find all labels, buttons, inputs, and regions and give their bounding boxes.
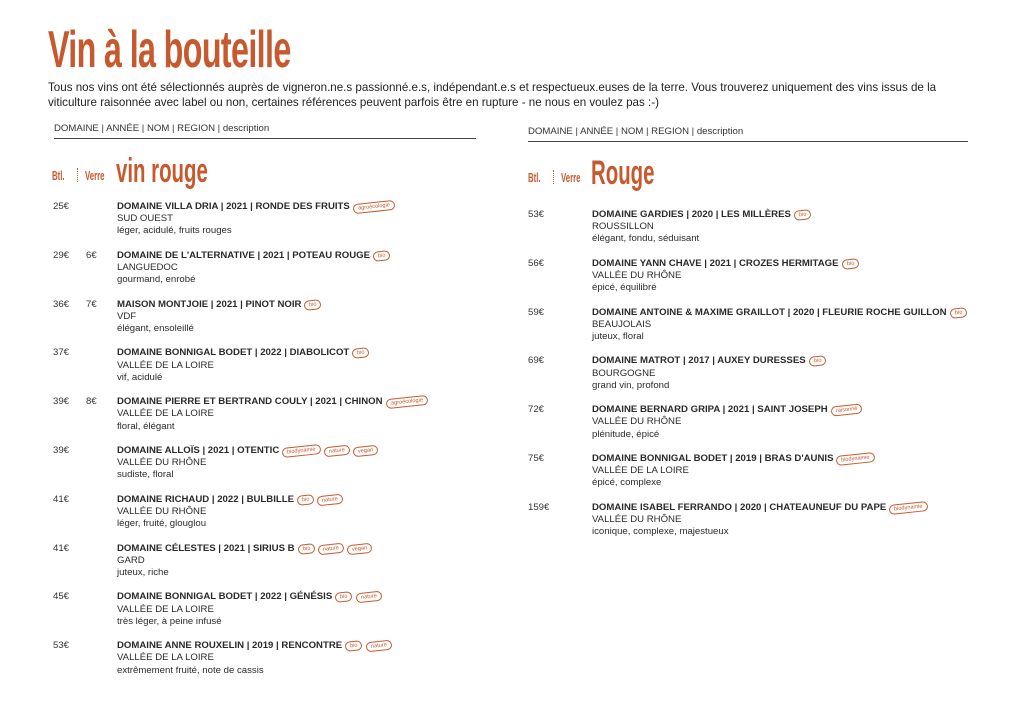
wine-region: VALLÉE DE LA LOIRE — [117, 603, 214, 615]
wine-name-line — [117, 494, 497, 506]
wine-description: léger, acidulé, fruits rouges — [117, 225, 232, 237]
wine-region: VALLÉE DU RHÔNE — [592, 270, 682, 281]
wine-description: grand vin, profond — [592, 379, 670, 391]
wine-name: DOMAINE CÉLESTES | 2021 | SIRIUS B — [117, 542, 295, 554]
wine-region: GARD — [117, 554, 145, 566]
heading-separator — [77, 168, 78, 182]
label-badge: bio — [297, 543, 315, 555]
bottle-price: 25€ — [53, 201, 70, 212]
label-badge: vegan — [346, 542, 372, 555]
wine-name: DOMAINE ANTOINE & MAXIME GRAILLOT | 2020 | FLEURIE ROCHE GUILLON — [592, 306, 947, 318]
wine-details — [117, 494, 497, 531]
wine-region: VALLÉE DE LA LOIRE — [117, 652, 214, 664]
wine-name-line — [592, 355, 972, 367]
wine-name: DOMAINE BONNIGAL BODET | 2022 | DIABOLICOT — [117, 347, 350, 359]
wine-description: épicé, complexe — [592, 477, 662, 489]
wine-description: élégant, ensoleillé — [117, 323, 194, 334]
bottle-price: 159€ — [528, 501, 550, 513]
bottle-price: 69€ — [528, 355, 545, 367]
bottle-price: 56€ — [528, 257, 545, 269]
wine-region: VALLÉE DU RHÔNE — [117, 457, 207, 469]
glass-label: Verre — [561, 170, 581, 185]
wine-description: vif, acidulé — [117, 371, 163, 383]
label-badge: agroécologie — [385, 395, 428, 409]
wine-description: extrêmement fruité, note de cassis — [117, 664, 264, 676]
glass-price: 8€ — [86, 396, 97, 408]
wine-details — [117, 250, 497, 287]
wine-name-line — [117, 396, 497, 408]
heading-separator — [553, 170, 554, 184]
wine-region: ROUSSILLON — [592, 221, 654, 233]
glass-label: Verre — [85, 168, 105, 183]
wine-details — [117, 201, 497, 238]
wine-details — [592, 307, 972, 344]
label-badge: bio — [841, 258, 859, 270]
wine-details — [117, 299, 497, 336]
label-badge: raisonné — [830, 404, 862, 417]
wine-description: élégant, fondu, séduisant — [592, 233, 700, 245]
label-badge: nature — [365, 640, 392, 653]
glass-price: 6€ — [86, 249, 97, 261]
wine-details — [592, 453, 972, 490]
left-column-header: DOMAINE | ANNÉE | NOM | REGION | description — [54, 123, 476, 139]
wine-description: juteux, floral — [592, 331, 644, 342]
wine-description: iconique, complexe, majestueux — [592, 526, 729, 538]
bottle-price: 29€ — [53, 249, 70, 261]
wine-details — [117, 445, 497, 482]
wine-name: DOMAINE BONNIGAL BODET | 2019 | BRAS D'AUNIS — [592, 453, 834, 464]
label-badge: bio — [335, 592, 353, 604]
label-badge: biodynamie — [836, 452, 875, 466]
bottle-price: 41€ — [53, 493, 70, 505]
wine-name-line — [117, 347, 497, 359]
wine-description: épicé, équilibré — [592, 282, 657, 294]
wine-name-line — [117, 250, 497, 262]
wine-description: floral, élégant — [117, 420, 175, 432]
bottle-price: 36€ — [53, 298, 70, 310]
wine-description: très léger, à peine infusé — [117, 615, 222, 627]
wine-region: LANGUEDOC — [117, 262, 178, 273]
label-badge: vegan — [352, 445, 378, 458]
wine-description: sudiste, floral — [117, 469, 174, 481]
wine-name-line — [117, 543, 497, 555]
wine-region: VALLÉE DU RHÔNE — [592, 416, 682, 428]
wine-region: BOURGOGNE — [592, 367, 656, 379]
label-badge: bio — [304, 299, 322, 311]
wine-region: VALLÉE DE LA LOIRE — [117, 359, 214, 371]
wine-name-line — [592, 404, 972, 416]
intro-text: Tous nos vins ont été sélectionnés auprès de vigneron.ne.s passionné.e.s, indépendant.e.s et respectueux.euses de la terre. Vous trouverez uniquement des vins issus de la viticulture raisonnée avec label ou non, certaines références peuvent parfois être en rupture - ne nous en voulez pas :-) — [48, 81, 937, 109]
bottle-label: Btl. — [52, 168, 65, 183]
wine-name: DOMAINE ISABEL FERRANDO | 2020 | CHATEAUNEUF DU PAPE — [592, 501, 887, 513]
bottle-price: 45€ — [53, 591, 70, 603]
wine-name: DOMAINE GARDIES | 2020 | LES MILLÈRES — [592, 209, 791, 220]
wine-name: DOMAINE BONNIGAL BODET | 2022 | GÉNÉSIS — [117, 591, 333, 603]
bottle-price: 53€ — [528, 209, 545, 220]
wine-name-line — [592, 307, 972, 319]
bottle-label: Btl. — [528, 170, 541, 185]
label-badge: nature — [318, 542, 345, 555]
wine-region: VALLÉE DU RHÔNE — [117, 506, 207, 517]
wine-details — [592, 258, 972, 295]
wine-details — [117, 347, 497, 384]
wine-description: léger, fruité, glouglou — [117, 518, 207, 530]
wine-name-line — [117, 299, 497, 311]
wine-name: DOMAINE MATROT | 2017 | AUXEY DURESSES — [592, 355, 806, 367]
label-badge: biodynamie — [889, 501, 928, 515]
wine-details — [117, 591, 497, 628]
wine-details — [117, 543, 497, 580]
bottle-price: 41€ — [53, 542, 70, 554]
label-badge: bio — [808, 356, 826, 368]
wine-name: MAISON MONTJOIE | 2021 | PINOT NOIR — [117, 298, 302, 310]
wine-details — [592, 404, 972, 441]
wine-description: gourmand, enrobé — [117, 274, 196, 286]
wine-name-line — [592, 209, 972, 221]
wine-details — [592, 209, 972, 246]
left-section-heading — [52, 152, 252, 192]
label-badge: bio — [373, 250, 391, 262]
bottle-price: 75€ — [528, 453, 545, 464]
wine-region: BEAUJOLAIS — [592, 318, 652, 330]
label-badge: bio — [297, 494, 315, 506]
wine-region: VDF — [117, 310, 137, 322]
wine-name-line — [592, 502, 972, 514]
bottle-price: 37€ — [53, 347, 70, 359]
wine-name: DOMAINE VILLA DRIA | 2021 | RONDE DES FRUITS — [117, 201, 350, 212]
label-badge: agroécologie — [352, 200, 395, 214]
label-badge: biodynamie — [282, 444, 321, 458]
bottle-price: 59€ — [528, 306, 545, 318]
glass-price: 7€ — [86, 298, 97, 310]
label-badge: bio — [345, 640, 363, 652]
wine-name: DOMAINE PIERRE ET BERTRAND COULY | 2021 | CHINON — [117, 396, 383, 408]
wine-name: DOMAINE ANNE ROUXELIN | 2019 | RENCONTRE — [117, 640, 343, 652]
wine-region: VALLÉE DU RHÔNE — [592, 514, 682, 525]
wine-details — [117, 396, 497, 433]
section-title: vin rouge — [116, 152, 208, 190]
right-section-heading — [528, 154, 728, 194]
wine-name-line — [592, 258, 972, 270]
label-badge: nature — [317, 493, 344, 506]
label-badge: bio — [949, 307, 967, 319]
wine-description: juteux, riche — [117, 567, 169, 578]
bottle-price: 39€ — [53, 396, 70, 408]
label-badge: bio — [793, 209, 811, 221]
wine-name-line — [117, 445, 497, 457]
wine-name: DOMAINE ALLOÏS | 2021 | OTENTIC — [117, 445, 280, 456]
bottle-price: 53€ — [53, 640, 70, 652]
section-title: Rouge — [591, 154, 655, 192]
wine-name: DOMAINE BERNARD GRIPA | 2021 | SAINT JOSEPH — [592, 404, 828, 416]
wine-name: DOMAINE DE L'ALTERNATIVE | 2021 | POTEAU ROUGE — [117, 249, 371, 261]
wine-details — [592, 502, 972, 539]
wine-name: DOMAINE YANN CHAVE | 2021 | CROZES HERMITAGE — [592, 257, 839, 269]
bottle-price: 39€ — [53, 445, 70, 456]
bottle-price: 72€ — [528, 404, 545, 416]
label-badge: bio — [352, 348, 370, 360]
right-column-header: DOMAINE | ANNÉE | NOM | REGION | description — [528, 126, 968, 142]
wine-name-line — [592, 453, 972, 465]
wine-region: SUD OUEST — [117, 213, 173, 225]
label-badge: nature — [355, 591, 382, 604]
wine-region: VALLÉE DE LA LOIRE — [117, 408, 214, 420]
wine-name-line — [117, 640, 497, 652]
wine-description: plénitude, épicé — [592, 428, 660, 440]
wine-details — [592, 355, 972, 392]
wine-name-line — [117, 201, 497, 213]
wine-name-line — [117, 591, 497, 603]
wine-details — [117, 640, 497, 677]
wine-region: VALLÉE DE LA LOIRE — [592, 465, 689, 477]
wine-name: DOMAINE RICHAUD | 2022 | BULBILLE — [117, 493, 295, 505]
page-title: Vin à la bouteille — [48, 21, 291, 79]
label-badge: nature — [323, 445, 350, 458]
